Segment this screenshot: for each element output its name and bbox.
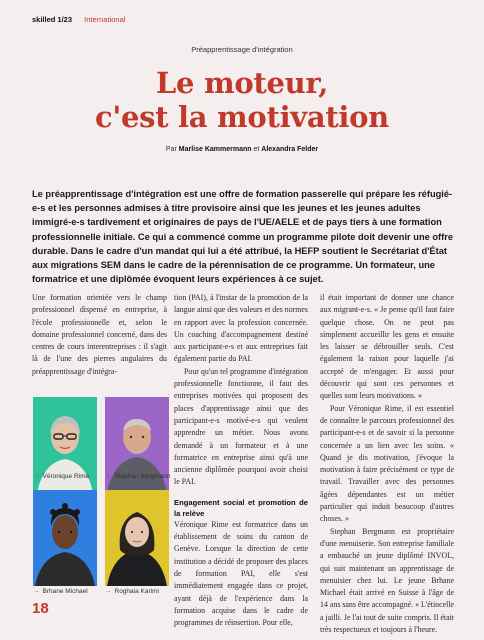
col3-paragraph-3: Stephan Bergmann est propriétaire d'une menuiserie. Son entreprise familiale a embauché un jeune diplômé INVOL, qui suit maintenant un apprentissage de menuisier chez lui. Le jeune Brhane Michael était arrivé en Suisse à l'âge de 14 ans sans être accompagné. « L'étincelle a jailli. Je l'ai tout de suite compris. Il était très respectueux et toujours à l'heure.: [320, 526, 454, 635]
col2-paragraph-1: tion (PAI), à l'instar de la promotion de la langue ainsi que des valeurs et des normes en rapport avec la profession concernée. Un coaching d'accompagnement destiné aux participant-e-s et aux entreprises fait également partie du PAI.: [174, 293, 308, 364]
byline-joiner: et: [253, 146, 260, 153]
author-2: Alexandra Felder: [261, 146, 319, 153]
running-header: [32, 15, 125, 24]
byline: [0, 146, 484, 153]
subheading: Engagement social et promotion de la relève: [174, 497, 308, 518]
col1-paragraph-1: Une formation orientée vers le champ professionnel dispensé en entreprise, à l'école professionnelle et, selon le domaine professionnel concerné, dans des centres de cours interentreprises : il s'agit là de l'une des pierres angulaires du préapprentissage d'intégra-: [32, 293, 167, 376]
caption-arrow-icon: →: [105, 473, 112, 480]
article-kicker: Préapprentissage d'intégration: [191, 45, 293, 54]
caption-arrow-icon: →: [33, 473, 40, 480]
title-line-1: Le moteur,: [155, 66, 329, 100]
col2-paragraph-3: Véronique Rime est formatrice dans un établissement de soins du canton de Genève. Lorsque la direction de cette institution a décidé de proposer des places de formation PAI, elle s'est immédiatement engagée dans ce projet, ayant déjà de l'expérience dans la formation acquise dans le cadre de programmes de réinsertion. Pour elle,: [174, 519, 308, 628]
page-number: 18: [32, 600, 49, 617]
caption-text: Roghaia Karimi: [114, 588, 159, 595]
lead-paragraph: Le préapprentissage d'intégration est une offre de formation passerelle qui prépare les réfugié-e-s et les personnes admises à titre provisoire ainsi que les jeunes et les jeunes adultes immigré-e-s tardivement et originaires de pays de l'UE/AELE et de pays tiers à une formation professionnelle initiale. Ce qui a commencé comme un programme pilote doit devenir une offre durable. Dans le cadre d'un mandat qui lui a été attribué, la HEFP soutient le Secrétariat d'État aux migrations SEM dans le cadre de la pérennisation de ce programme. Un formateur, une formatrice et une diplômée évoquent leurs expériences à ce sujet.: [32, 189, 454, 285]
body-column-3: [320, 292, 454, 635]
author-1: Marlise Kammermann: [178, 146, 252, 153]
section-name: International: [84, 15, 126, 24]
portrait-photo-roghaia-karimi: [105, 490, 169, 586]
magazine-name: skilled 1/23: [32, 15, 73, 24]
caption-veronique-rime: [33, 473, 89, 480]
caption-text: Véronique Rime: [42, 473, 90, 480]
caption-roghaia-karimi: [105, 588, 159, 595]
byline-prefix: Par: [165, 146, 177, 153]
title-line-2: c'est la motivation: [95, 100, 389, 134]
article-title: [0, 66, 484, 134]
caption-arrow-icon: →: [105, 588, 112, 595]
caption-arrow-icon: →: [33, 588, 40, 595]
caption-text: Brhane Michael: [42, 588, 88, 595]
caption-brhane-michael: [33, 588, 88, 595]
caption-text: Stephan Bergmann: [114, 473, 171, 480]
col2-paragraph-2: Pour qu'un tel programme d'intégration professionnelle fonctionne, il faut des entreprises motivées qui proposent des places d'apprentissage ainsi que des participant-e-s motivé-e-s qui veulent apprendre un métier. Nous avons demandé à un formateur et à une formatrice en entreprise ainsi qu'à une ancienne diplômée pourquoi avoir choisi le PAI.: [174, 366, 308, 487]
body-column-1: [32, 292, 167, 387]
body-column-2: [174, 292, 308, 628]
portrait-photo-brhane-michael: [33, 490, 97, 586]
caption-stephan-bergmann: [105, 473, 171, 480]
col3-paragraph-2: Pour Véronique Rime, il est essentiel de connaître le parcours professionnel des participant-e-s et de savoir si la personne concernée a un lien avec les soins. « Quand je dis motivation, j'évoque la motivation à faire précisément ce type de travail. Travailler avec des personnes âgées dépendantes est un métier particulier qui induit beaucoup d'autres choses. »: [320, 403, 454, 524]
col3-paragraph-1: il était important de donner une chance aux migrant-e-s. « Je pense qu'il faut faire quelque chose. On ne peut pas simplement accueillir les gens et ensuite les laisser se débrouiller seuls. C'est également la raison pour laquelle j'ai accepté de m'engager. Et aussi pour découvrir qui sont ces personnes et quelles sont leurs motivations. »: [320, 293, 454, 401]
